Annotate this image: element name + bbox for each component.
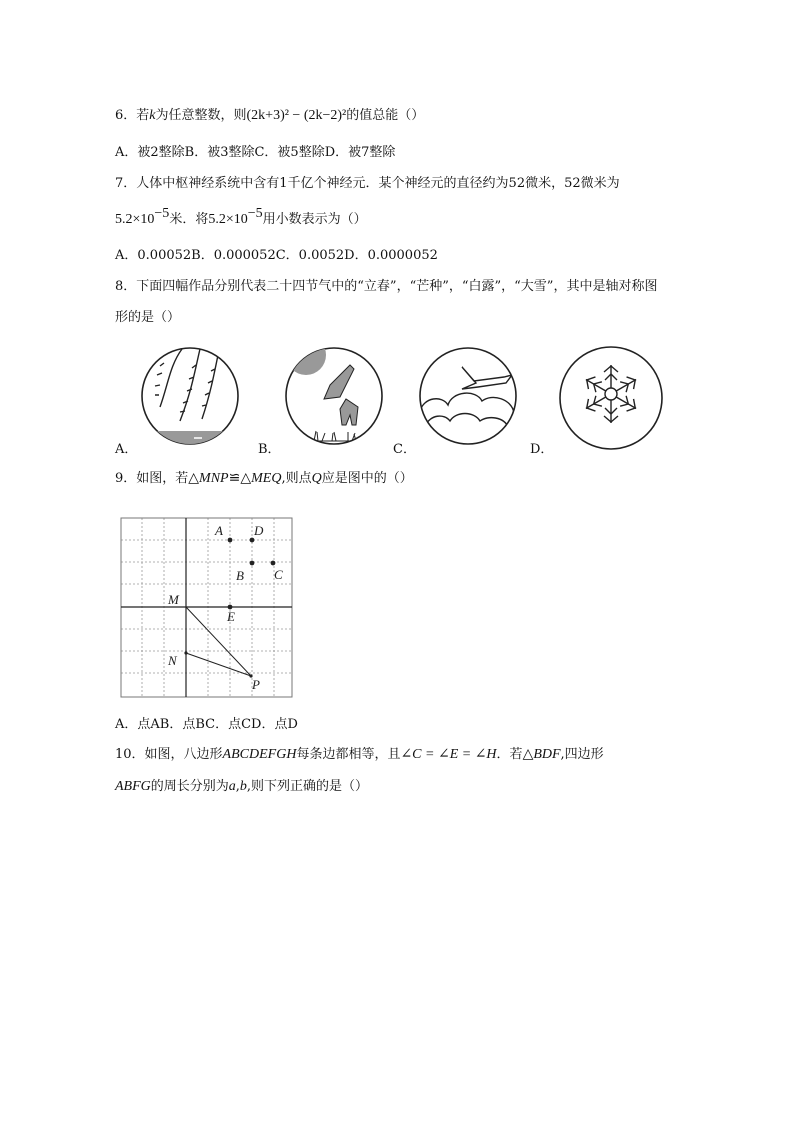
q7-stem-line1: 7．人体中枢神经系统中含有1千亿个神经元．某个神经元的直径约为52微米，52微米为 xyxy=(115,176,620,191)
q8-stem-line2: 形的是（） xyxy=(115,310,181,325)
q9-stem xyxy=(115,470,413,488)
figure-daxue-snowflake xyxy=(556,343,666,453)
q10-sep: , xyxy=(235,779,240,794)
q9-triangle-meq: △MEQ xyxy=(240,471,282,486)
grid-label-n: N xyxy=(168,653,177,668)
q10-var-a: a xyxy=(228,779,236,794)
grid-label-p: P xyxy=(252,677,260,692)
figure-bailu-bird-clouds xyxy=(418,345,518,450)
grid-label-b: B xyxy=(236,568,244,583)
grid-label-a: A xyxy=(215,523,223,538)
q6-expression: (2k+3)² − (2k−2)² xyxy=(246,108,347,123)
q7-stem-line2 xyxy=(115,206,367,229)
q10-mid4: 的周长分别为 xyxy=(150,779,229,794)
q9-options: A．点AB．点BC．点CD．点D xyxy=(115,717,298,732)
q7-number-1: 5.2×10 xyxy=(115,212,155,227)
q10-stem-line1 xyxy=(115,746,604,764)
q10-mid1: 每条边都相等，且 xyxy=(296,747,401,762)
q9-suffix: 应是图中的（） xyxy=(321,471,413,486)
q9-triangle-mnp: △MNP xyxy=(188,471,229,486)
q6-stem xyxy=(115,107,424,125)
q8-label-c: C． xyxy=(393,442,416,457)
grid-label-d: D xyxy=(254,523,264,538)
q10-quadrilateral: ABFG xyxy=(115,779,151,794)
q10-prefix: 10．如图，八边形 xyxy=(115,747,223,762)
q6-var-k: k xyxy=(149,108,156,123)
q9-mid: ,则点 xyxy=(281,471,312,486)
q7-exponent-2: −5 xyxy=(247,206,263,221)
q10-mid3: ,四边形 xyxy=(560,747,604,762)
q7-number-2: 5.2×10 xyxy=(208,212,248,227)
q8-label-b: B． xyxy=(258,442,281,457)
grid-label-c: C xyxy=(274,567,283,582)
q10-var-b: b xyxy=(239,779,247,794)
figure-mangzhong xyxy=(284,345,384,450)
figure-grid-triangle xyxy=(118,515,298,700)
q9-point-q: Q xyxy=(311,471,322,486)
grid-label-e: E xyxy=(227,609,235,624)
q8-label-a: A． xyxy=(115,442,138,457)
q6-mid: 为任意整数，则 xyxy=(155,108,247,123)
q10-angles: ∠C = ∠E = ∠H xyxy=(400,747,497,762)
grid-label-m: M xyxy=(168,592,179,607)
q9-prefix: 9．如图，若 xyxy=(115,471,189,486)
q10-mid2: ．若 xyxy=(496,747,523,762)
q8-label-d: D． xyxy=(530,442,554,457)
q10-octagon: ABCDEFGH xyxy=(222,747,297,762)
q6-suffix: 的值总能（） xyxy=(346,108,425,123)
q6-options: A．被2整除B．被3整除C．被5整除D．被7整除 xyxy=(115,145,396,160)
q7-options: A．0.00052B．0.000052C．0.0052D．0.0000052 xyxy=(115,248,438,263)
figure-lichun-willow xyxy=(140,345,240,450)
q10-stem-line2 xyxy=(115,778,368,796)
q7-end: 用小数表示为（） xyxy=(262,212,367,227)
q10-triangle-bdf: △BDF xyxy=(522,747,561,762)
q8-stem-line1: 8．下面四幅作品分别代表二十四节气中的“立春”，“芒种”，“白露”，“大雪”，其中是轴对称图 xyxy=(115,279,658,294)
q7-exponent-1: −5 xyxy=(154,206,170,221)
q7-mid: 米．将 xyxy=(169,212,209,227)
q9-congruent-symbol: ≌ xyxy=(228,471,241,486)
q10-end: ,则下列正确的是（） xyxy=(246,779,369,794)
q6-prefix: 6．若 xyxy=(115,108,150,123)
